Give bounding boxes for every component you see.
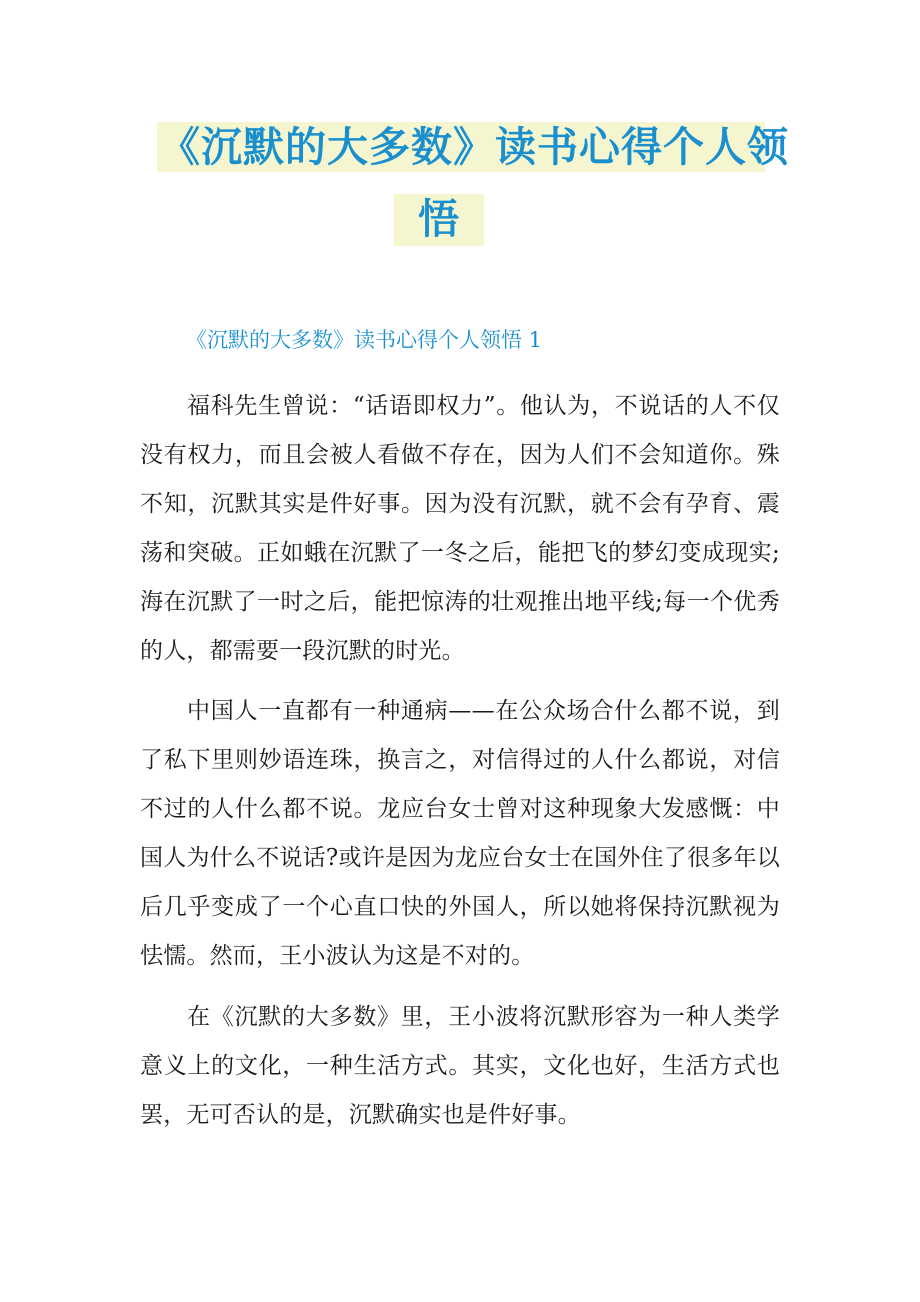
body-paragraph: 中国人一直都有一种通病——在公众场合什么都不说，到了私下里则妙语连珠，换言之，对信得过的人什么都说，对信不过的人什么都不说。龙应台女士曾对这种现象大发感慨：中国人为什么不说话?或许是因为龙应台女士在国外住了很多年以后几乎变成了一个心直口快的外国人，所以她将保持沉默视为怯懦。然而，王小波认为这是不对的。 bbox=[140, 698, 780, 969]
title-line-1: 《沉默的大多数》读书心得个人领 bbox=[159, 123, 789, 171]
body-paragraph-2-wrap bbox=[140, 687, 780, 981]
body-paragraph: 福科先生曾说：“话语即权力”。他认为，不说话的人不仅没有权力，而且会被人看做不存在，因为人们不会知道你。殊不知，沉默其实是件好事。因为没有沉默，就不会有孕育、震荡和突破。正如蛾在沉默了一冬之后，能把飞的梦幻变成现实;海在沉默了一时之后，能把惊涛的壮观推出地平线;每一个优秀的人，都需要一段沉默的时光。 bbox=[140, 393, 780, 664]
body-paragraph-3-wrap bbox=[140, 993, 780, 1140]
section-heading: 《沉默的大多数》读书心得个人领悟 1 bbox=[186, 328, 543, 352]
title-line-2: 悟 bbox=[394, 194, 484, 246]
body-paragraph-1-wrap bbox=[140, 382, 780, 676]
body-paragraph: 在《沉默的大多数》里，王小波将沉默形容为一种人类学意义上的文化，一种生活方式。其实，文化也好，生活方式也罢，无可否认的是，沉默确实也是件好事。 bbox=[140, 1004, 780, 1128]
